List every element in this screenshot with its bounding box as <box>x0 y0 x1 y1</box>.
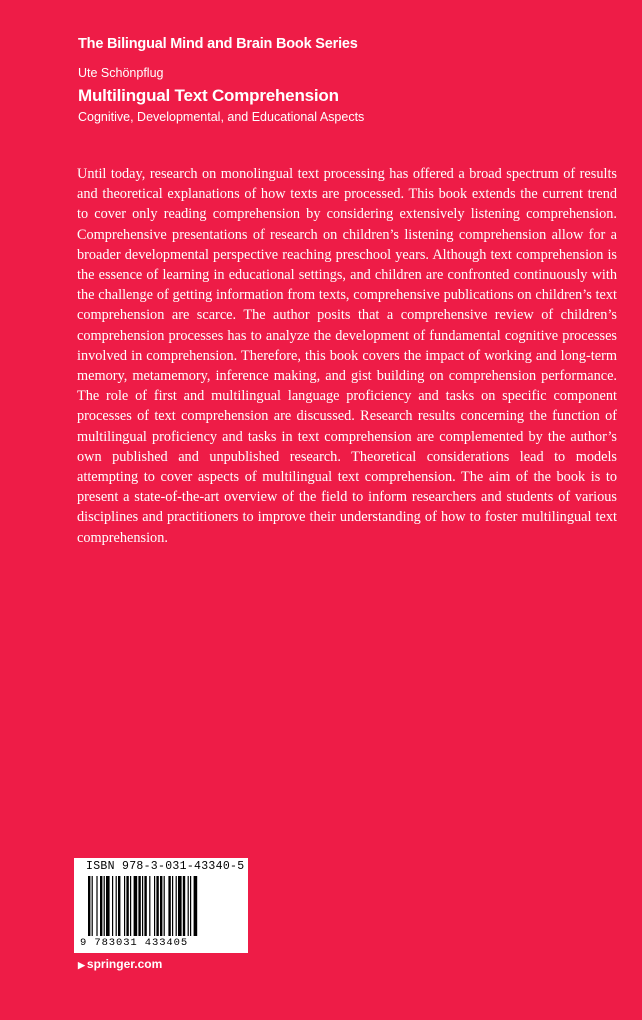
publisher-link[interactable] <box>78 957 162 971</box>
author-name: Ute Schönpflug <box>78 66 164 80</box>
barcode-box <box>74 858 248 953</box>
blurb-text: Until today, research on monolingual text processing has offered a broad spectrum of results and theoretical explanations of how texts are processed. This book extends the current trend to cover only reading comprehension by considering extensively listening comprehension. Comprehensive presentations of research on children’s listening comprehension allow for a broader developmental perspective reaching preschool years. Although text comprehension is the essence of learning in educational settings, and children are confronted continuously with the challenge of getting information from texts, comprehensive publications on children’s text comprehension are scarce. The author posits that a comprehensive review of children’s comprehension processes has to analyze the development of fundamental cognitive processes involved in comprehension. Therefore, this book covers the impact of working and long-term memory, metamemory, inference making, and gist building on comprehension performance. The role of first and multilingual language proficiency and tasks on specific component processes of text comprehension are discussed. Research results concerning the function of multilingual proficiency and tasks in text comprehension are complemented by the author’s own published and unpublished research. Theoretical considerations lead to models attempting to cover aspects of multilingual text comprehension. The aim of the book is to present a state-of-the-art overview of the field to inform researchers and students of various disciplines and practitioners to improve their understanding of how to foster multilingual text comprehension. <box>77 166 617 546</box>
triangle-right-icon: ▶ <box>78 960 85 970</box>
book-subtitle: Cognitive, Developmental, and Educational Aspects <box>78 110 365 124</box>
isbn-label: ISBN 978-3-031-43340-5 <box>86 860 245 873</box>
book-title: Multilingual Text Comprehension <box>78 86 339 105</box>
barcode-bars <box>88 876 234 936</box>
series-name: The Bilingual Mind and Brain Book Series <box>78 36 358 52</box>
ean-digits: 9 783031 433405 <box>80 937 189 949</box>
publisher-url: springer.com <box>86 957 163 971</box>
